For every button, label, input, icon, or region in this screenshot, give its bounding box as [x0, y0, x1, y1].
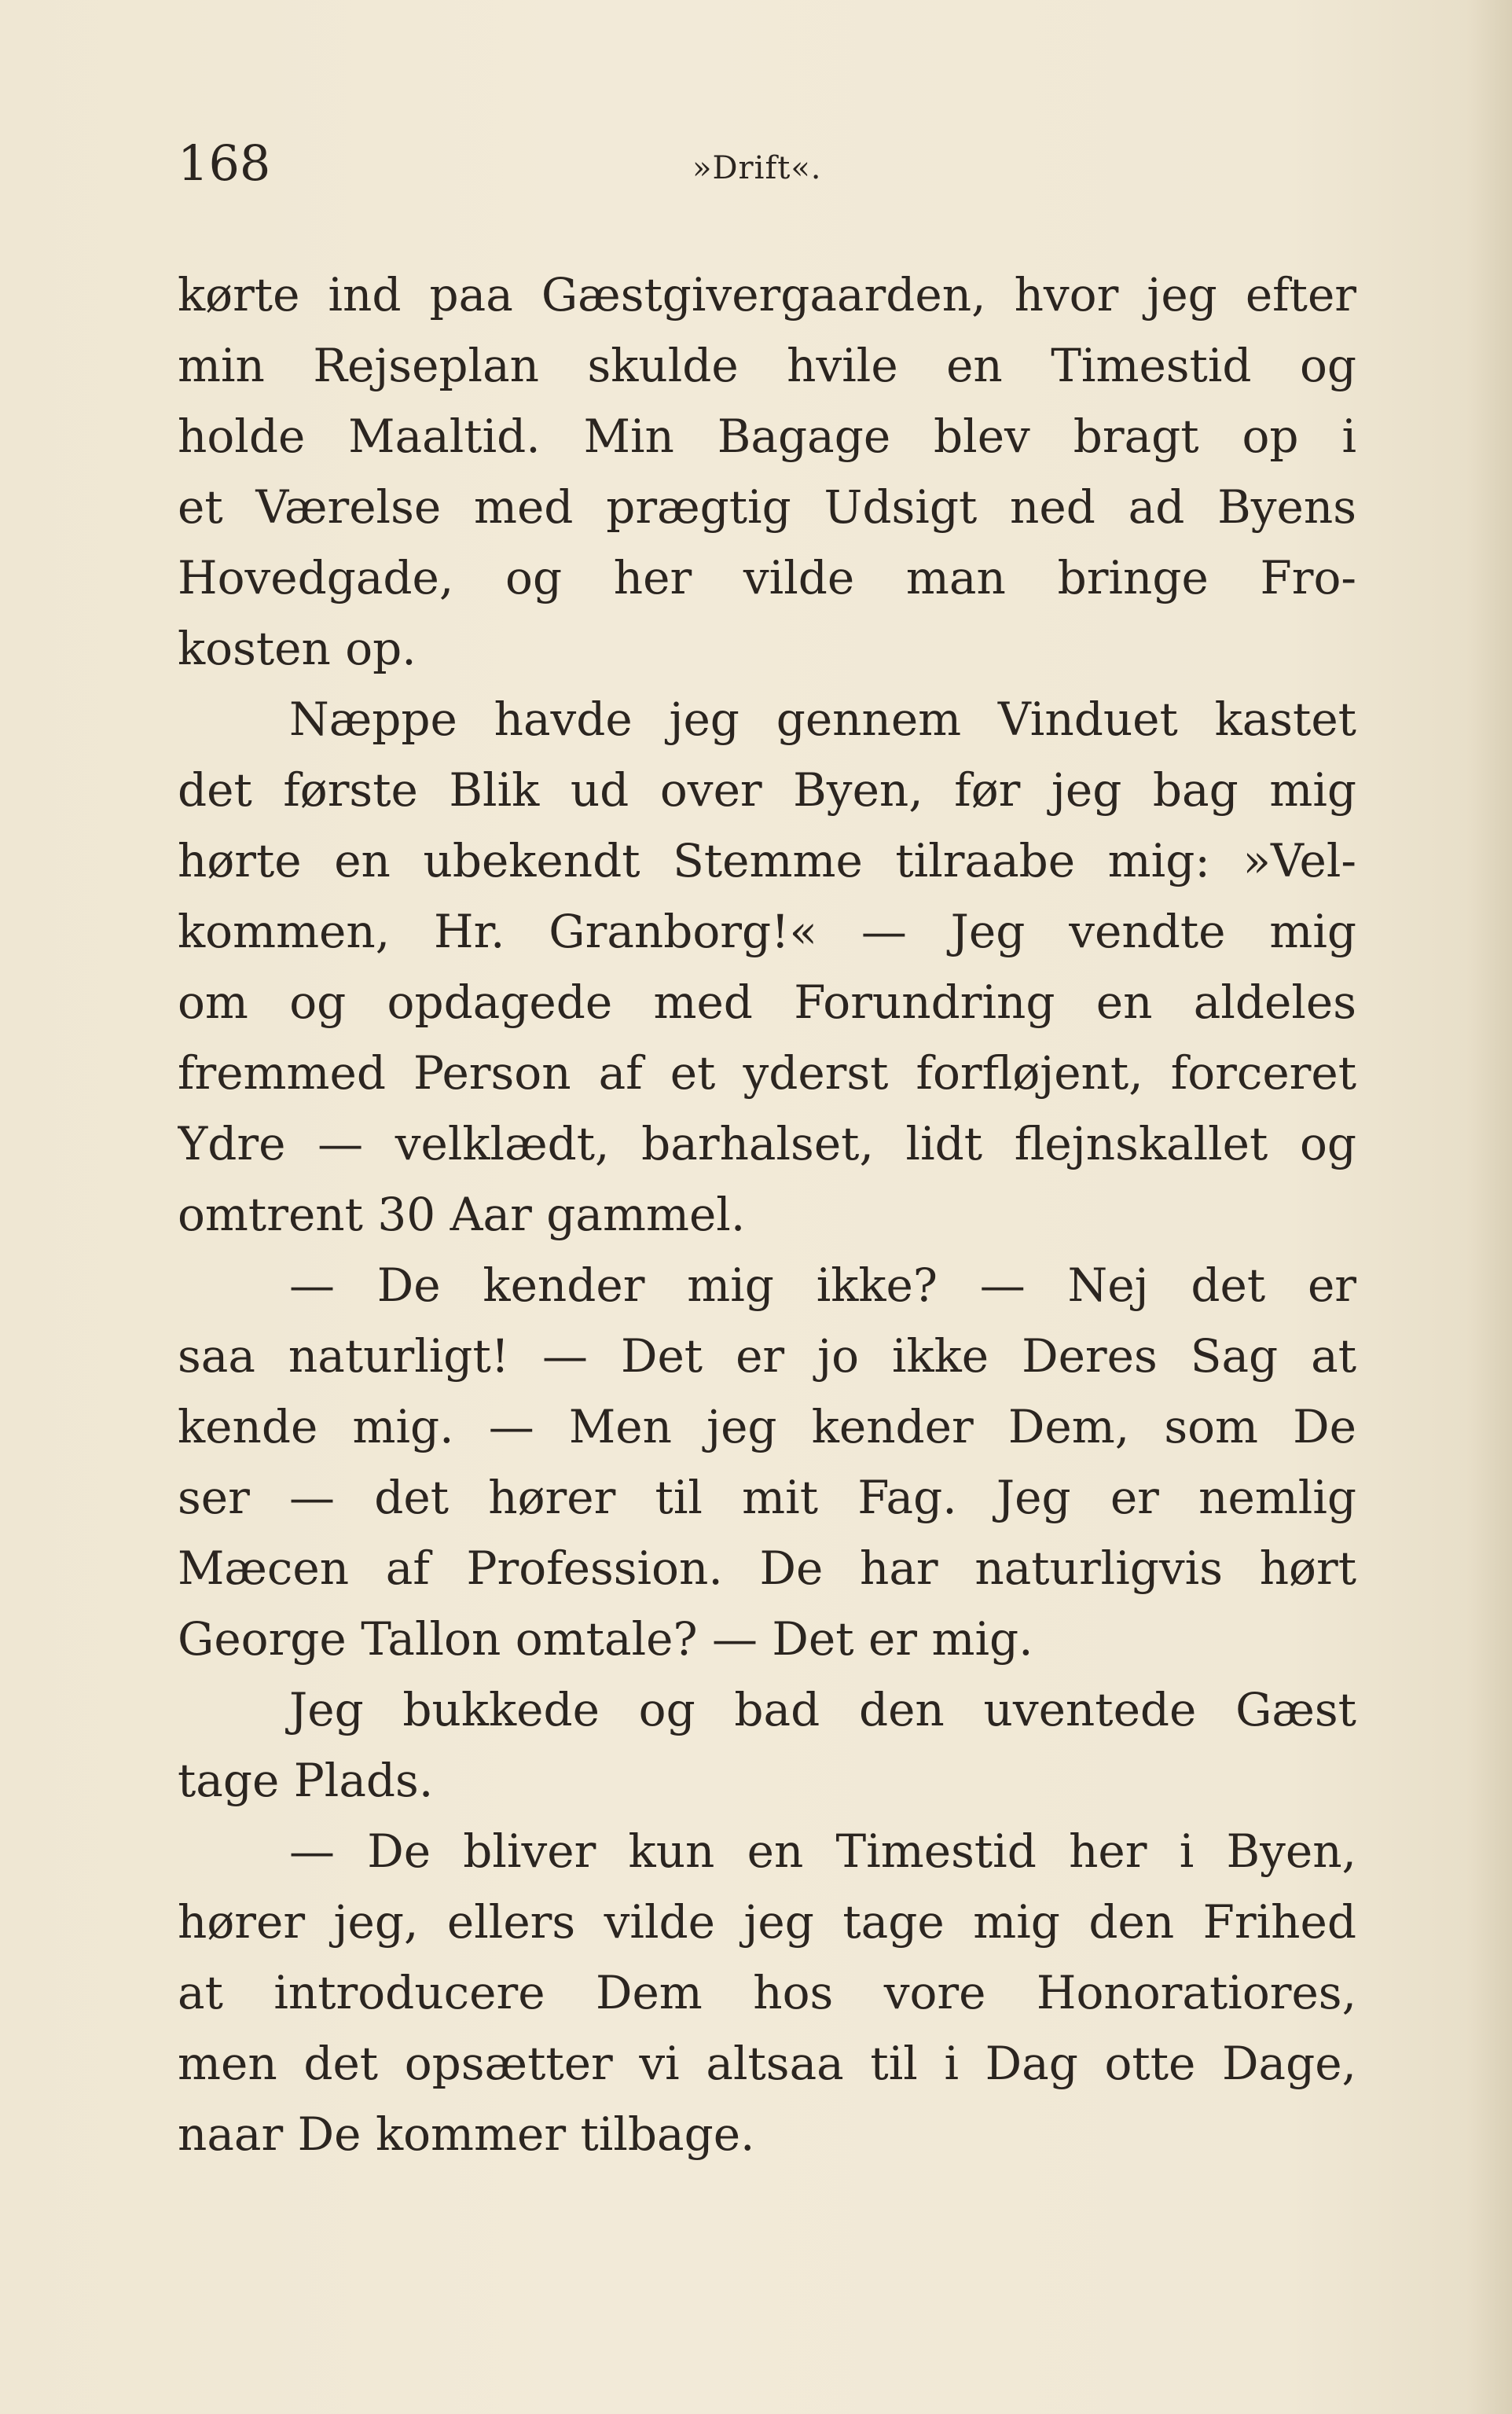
- text-line: holde Maaltid. Min Bagage blev bragt op i: [178, 410, 1356, 463]
- text-line: Mæcen af Profession. De har naturligvis hørt: [178, 1541, 1356, 1595]
- text-line: et Værelse med prægtig Udsigt ned ad Byens: [178, 480, 1356, 534]
- text-line: om og opdagede med Forundring en aldeles: [178, 976, 1356, 1029]
- text-line: kørte ind paa Gæstgivergaarden, hvor jeg efter: [178, 268, 1356, 321]
- text-line: saa naturligt! — Det er jo ikke Deres Sag at: [178, 1329, 1356, 1383]
- text-line: Jeg bukkede og bad den uventede Gæst: [289, 1683, 1356, 1736]
- text-line: — De kender mig ikke? — Nej det er: [289, 1258, 1356, 1312]
- text-line: hører jeg, ellers vilde jeg tage mig den Frihed: [178, 1895, 1356, 1949]
- text-line: George Tallon omtale? — Det er mig.: [178, 1612, 1033, 1666]
- running-title: »Drift«.: [692, 150, 822, 186]
- text-line: naar De kommer tilbage.: [178, 2107, 755, 2161]
- text-line: hørte en ubekendt Stemme tilraabe mig: »Vel-: [178, 834, 1356, 887]
- text-line: kosten op.: [178, 622, 417, 675]
- text-line: det første Blik ud over Byen, før jeg bag mig: [178, 763, 1356, 817]
- body-text: [178, 259, 1356, 2170]
- text-line: fremmed Person af et yderst forfløjent, forceret: [178, 1046, 1356, 1100]
- page-number: 168: [178, 134, 271, 192]
- page-header: [178, 132, 1356, 195]
- text-line: men det opsætter vi altsaa til i Dag otte Dage,: [178, 2037, 1356, 2090]
- text-line: kommen, Hr. Granborg!« — Jeg vendte mig: [178, 905, 1356, 958]
- text-line: Næppe havde jeg gennem Vinduet kastet: [289, 693, 1356, 746]
- text-line: ser — det hører til mit Fag. Jeg er nemlig: [178, 1471, 1356, 1524]
- text-line: omtrent 30 Aar gammel.: [178, 1188, 746, 1241]
- text-line: Ydre — velklædt, barhalset, lidt flejnskallet og: [178, 1117, 1356, 1170]
- text-line: at introducere Dem hos vore Honoratiores,: [178, 1966, 1356, 2019]
- text-line: Hovedgade, og her vilde man bringe Fro-: [178, 551, 1356, 604]
- text-line: — De bliver kun en Timestid her i Byen,: [289, 1824, 1356, 1878]
- text-line: min Rejseplan skulde hvile en Timestid og: [178, 339, 1356, 392]
- text-line: tage Plads.: [178, 1754, 434, 1807]
- text-line: kende mig. — Men jeg kender Dem, som De: [178, 1400, 1356, 1453]
